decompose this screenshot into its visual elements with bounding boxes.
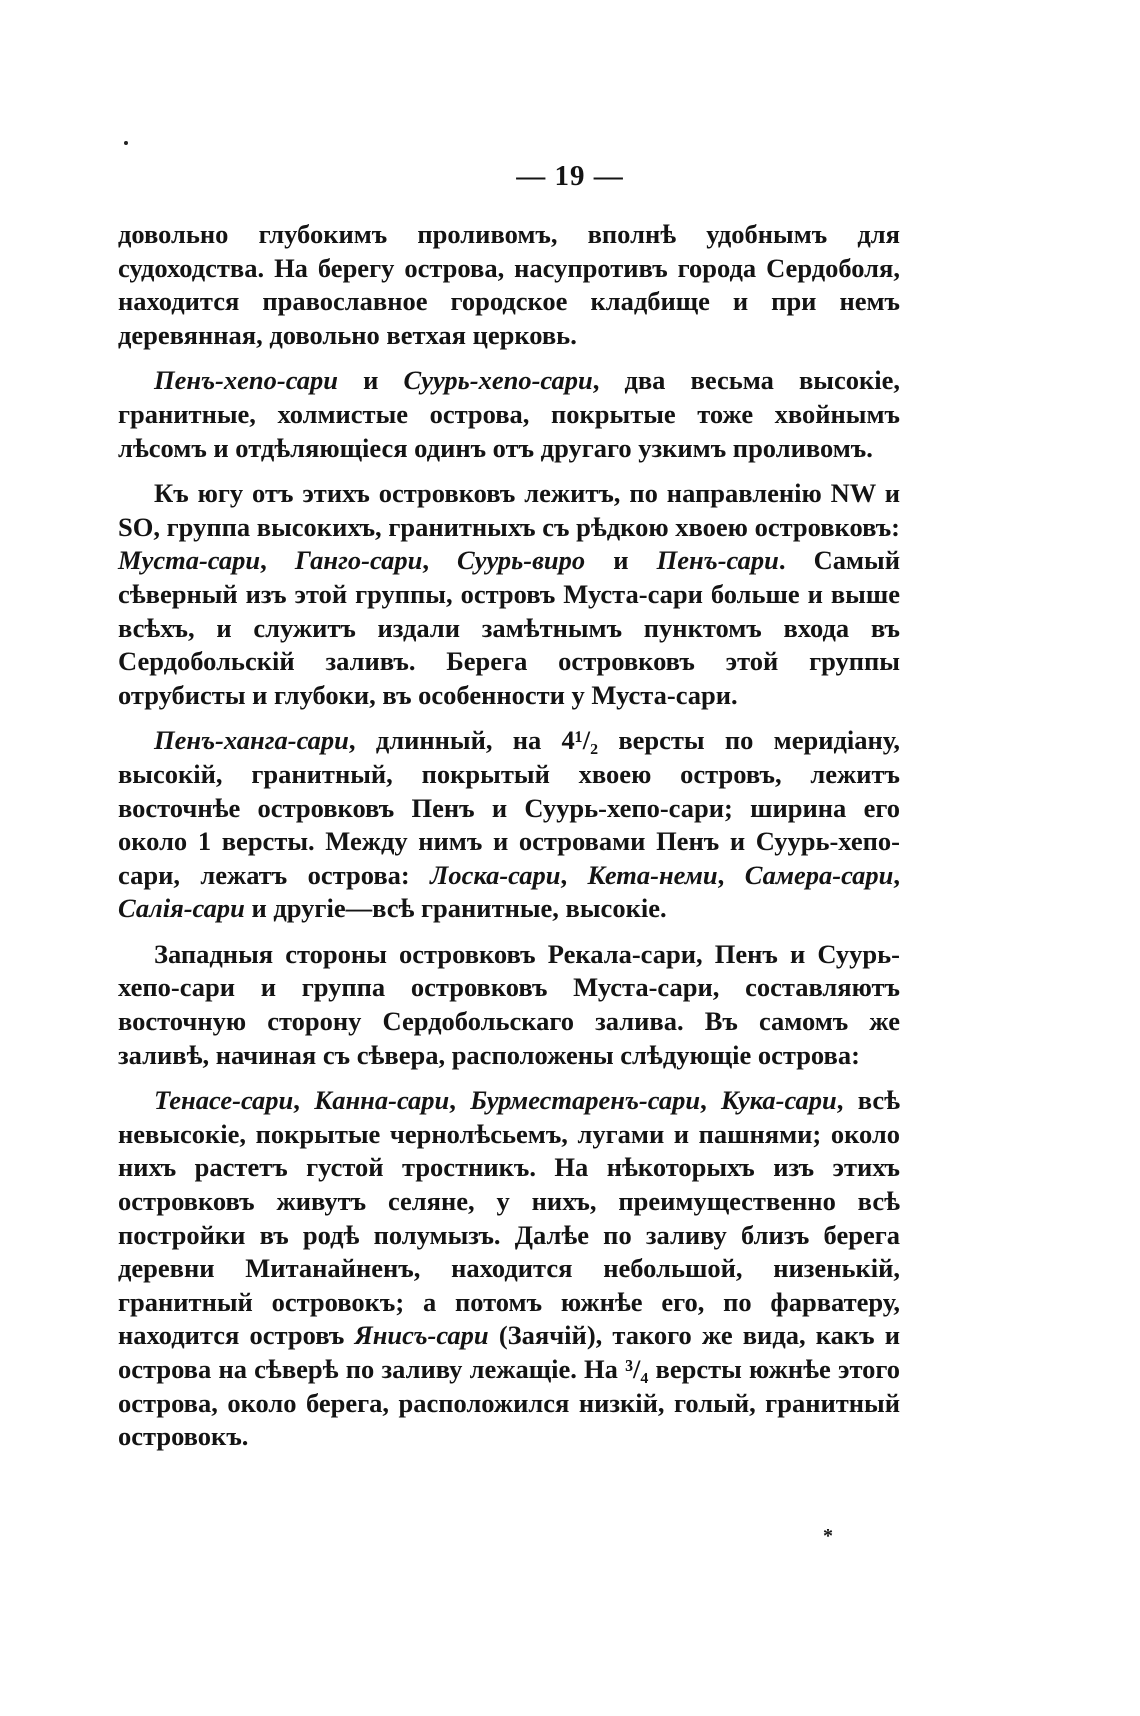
island-name: Муста-сари bbox=[118, 545, 261, 576]
text-run: и другіе—всѣ гранитные, высокіе. bbox=[244, 893, 667, 924]
island-name: Самера-сари bbox=[744, 859, 894, 890]
island-name: Бурместаренъ-сари bbox=[470, 1085, 701, 1116]
island-name: Канна-сари bbox=[314, 1085, 450, 1116]
island-name: Янисъ-сари bbox=[354, 1320, 489, 1351]
island-name: Кука-сари bbox=[721, 1085, 837, 1116]
text-run: и bbox=[585, 545, 657, 576]
text-run: довольно глубокимъ проливомъ, вполнѣ удобнымъ для судоходства. На берегу острова, насупротивъ города Сердоболя, находится православное городское кладбище и при немъ деревянная, довольно ветхая церковь. bbox=[118, 219, 900, 350]
text-run: , bbox=[293, 1085, 315, 1116]
text-run: Западныя стороны островковъ Рекала-сари, Пенъ и Суурь-хепо-сари и группа островковъ Муста-сари, составляютъ восточную сторону Сердобольскаго залива. Въ самомъ же заливѣ, начиная съ сѣвера, расположены слѣдующіе острова: bbox=[118, 938, 900, 1070]
island-name: Тенасе-сари bbox=[154, 1085, 294, 1116]
paragraph-3 bbox=[118, 477, 900, 712]
text-run: Къ югу отъ этихъ островковъ лежитъ, по направленію NW и SO, группа высокихъ, гранитныхъ съ рѣдкою хвоею островковъ: bbox=[118, 478, 900, 542]
paragraph-5 bbox=[118, 938, 900, 1072]
text-run: , bbox=[893, 859, 901, 890]
print-speck bbox=[124, 141, 128, 145]
text-run: , bbox=[260, 545, 295, 576]
paragraph-6 bbox=[118, 1084, 900, 1454]
paragraph-2 bbox=[118, 364, 900, 465]
island-name: Суурь-виро bbox=[457, 545, 586, 576]
paragraph-1 bbox=[118, 218, 900, 352]
text-run: , два весьма высокіе, гранитные, холмистые острова, покрытые тоже хвойнымъ лѣсомъ и отдѣляющіеся одинъ отъ другаго узкимъ проливомъ. bbox=[118, 365, 900, 463]
island-name: Салія-сари bbox=[118, 893, 245, 924]
paragraph-4 bbox=[118, 724, 900, 926]
text-run: , bbox=[717, 859, 745, 890]
text-run: . Самый сѣверный изъ этой группы, островъ Муста-сари больше и выше всѣхъ, и служитъ издали замѣтнымъ пунктомъ входа въ Сердобольскій заливъ. Берега островковъ этой группы отрубисты и глубоки, въ особенности у Муста-сари. bbox=[118, 545, 900, 710]
text-run: , bbox=[449, 1085, 471, 1116]
page-number: — 19 — bbox=[516, 160, 624, 192]
text-run: (Заячій), такого же вида, какъ и острова на сѣверѣ по заливу лежащіе. На ³/₄ версты южнѣе этого острова, около берега, расположился низкій, голый, гранитный островокъ. bbox=[118, 1320, 901, 1452]
island-name: Пенъ-ханга-сари bbox=[154, 725, 349, 756]
island-name: Суурь-хепо-сари bbox=[403, 365, 593, 396]
text-run: , всѣ невысокіе, покрытые чернолѣсьемъ, лугами и пашнями; около нихъ растетъ густой тростникъ. На нѣкоторыхъ изъ этихъ островковъ живутъ селяне, у нихъ, преимущественно всѣ постройки въ родѣ полумызъ. Далѣе по заливу близъ берега деревни Митанайненъ, находится небольшой, низенькій, гранитный островокъ; а потомъ южнѣе его, по фарватеру, находится островъ bbox=[118, 1085, 901, 1351]
island-name: Лоска-сари bbox=[430, 859, 561, 890]
island-name: Кета-неми bbox=[587, 859, 718, 890]
island-name: Пенъ-сари bbox=[656, 545, 779, 576]
text-run: , bbox=[560, 859, 588, 890]
island-name: Пенъ-хепо-сари bbox=[154, 365, 339, 396]
body-text bbox=[118, 218, 900, 1454]
footer-mark: * bbox=[823, 1525, 833, 1547]
text-run: , длинный, на 4¹/₂ версты по меридіану, высокій, гранитный, покрытый хвоею островъ, лежитъ восточнѣе островковъ Пенъ и Суурь-хепо-сари; ширина его около 1 версты. Между нимъ и островами Пенъ и Суурь-хепо-сари, лежатъ острова: bbox=[118, 725, 900, 890]
text-run: , bbox=[422, 545, 458, 576]
text-run: и bbox=[338, 365, 404, 396]
island-name: Ганго-сари bbox=[294, 545, 423, 576]
text-run: , bbox=[700, 1085, 722, 1116]
